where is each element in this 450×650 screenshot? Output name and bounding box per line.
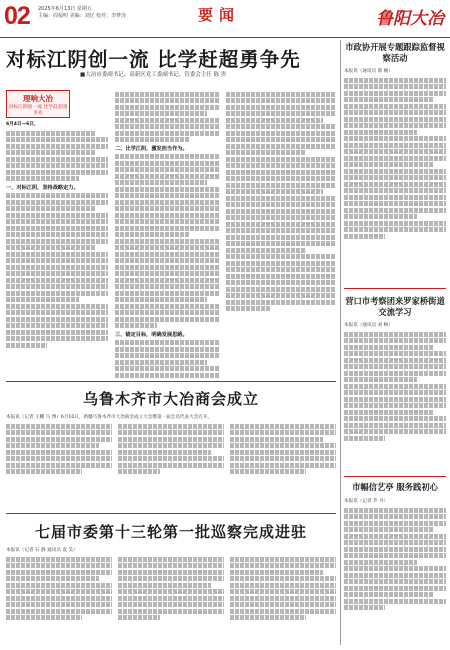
masthead [0, 0, 450, 38]
main-story-col-3 [226, 90, 336, 379]
lead-text: 6月4日—6日， [6, 122, 39, 127]
author-byline: ■大冶市委副书记、高新区党工委副书记、管委会主任 陈 贵 [80, 72, 227, 78]
main-story-col-1 [6, 121, 108, 379]
column-subtitle: 对标江阴创一流 比学赶超勇争先 [8, 105, 68, 116]
issue-date: 2025年6月13日 星期五 [38, 6, 92, 12]
right-story-c-title: 市幅信艺亭 服务践初心 [352, 482, 438, 492]
issue-info [38, 6, 126, 20]
right-story-c-body [344, 498, 446, 644]
story3-body [6, 547, 336, 645]
page-number: 02 [4, 2, 30, 30]
column-title: 理响大冶 [23, 94, 53, 103]
main-headline: 对标江阴创一流 比学赶超勇争先 [6, 48, 301, 71]
story2-lead: 本报讯（记者 王鹏 马 博）6月10日，新疆乌鲁木齐市大冶商会成立大会暨第一届会员代表大会召开。 [6, 415, 213, 420]
main-story-col-2 [115, 90, 219, 379]
section-title: 要闻 [198, 6, 241, 24]
story2-headline: 乌鲁木齐市大冶商会成立 [82, 390, 259, 408]
story2-body [6, 414, 336, 510]
editor-credits: 主编：周福明 美编：刘忆 校对：李梦泽 [38, 13, 127, 19]
right-story-c-lead: 本报讯（记者 乔 丹） [344, 499, 389, 504]
right-story-a-title: 市政协开展专题跟踪监督视察活动 [345, 42, 445, 63]
column-badge [6, 90, 70, 118]
section-heading-2: 二、比学江阴，激发担当作为。 [115, 146, 188, 152]
section-heading-1: 一、对标江阴，坚持战略定力。 [6, 185, 79, 191]
story3-headline: 七届市委第十三轮第一批巡察完成进驻 [34, 523, 307, 541]
right-story-b-title: 营口市考察团来罗家桥街道交流学习 [345, 296, 445, 317]
right-story-b-body [344, 322, 446, 472]
right-story-a-body [344, 68, 446, 286]
section-heading-3: 三、锚定目标，明确发展思路。 [115, 332, 188, 338]
story3-lead: 本报讯（记者 石 静 通讯员 袁 昊） [6, 548, 78, 553]
right-story-a-lead: 本报讯（通讯员 蔡 楠） [344, 69, 393, 74]
newspaper-logo: 鲁阳大冶 [376, 9, 444, 29]
right-story-b-lead: 本报讯（通讯员 刘 畅） [344, 323, 393, 328]
